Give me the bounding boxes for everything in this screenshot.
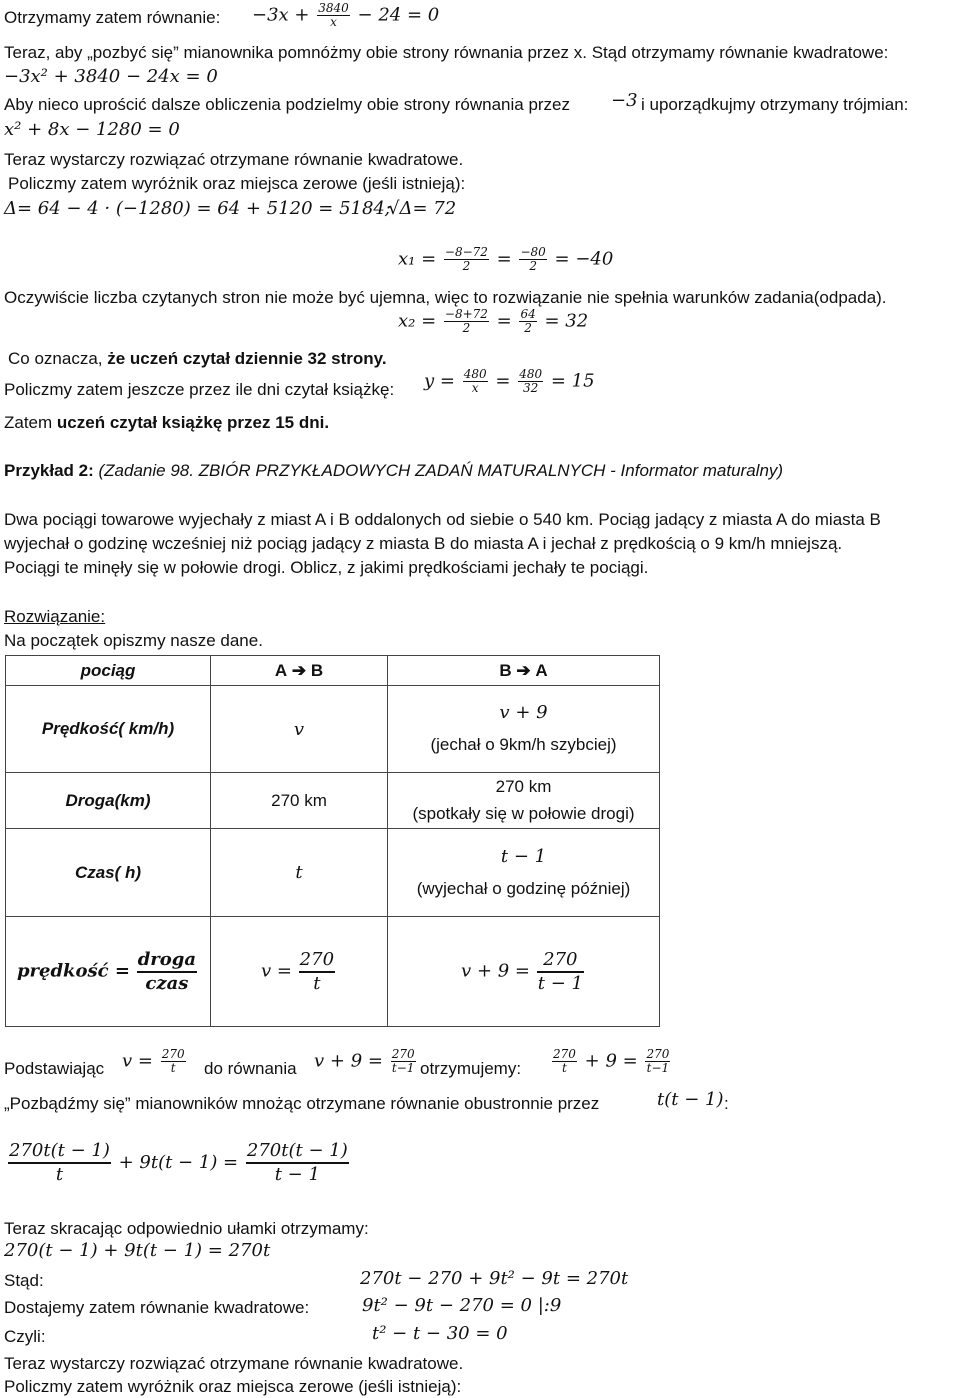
equation-hence: 270t − 270 + 9t² − 9t = 270t (360, 1268, 629, 1289)
header-cell-b-to-a: B ➔ A (388, 656, 660, 686)
paragraph-days: Policzmy zatem jeszcze przez ile dni czytał książkę: (4, 380, 395, 399)
table-header-row (6, 656, 660, 686)
fraction: $\frac{270}{t-1}$ (391, 1047, 415, 1075)
example-title: Przykład 2: (Zadanie 98. ZBIÓR PRZYKŁADOWYCH ZADAŃ MATURALNYCH - Informator maturalny) (4, 461, 784, 480)
fraction: $\frac{-8+72}{2}$ (444, 307, 488, 335)
cell-formula-definition: prędkość = $\frac{\text{droga}}{\text{czas}}$ (6, 917, 211, 1027)
line-equation-intro (4, 8, 220, 28)
fraction: $\frac{3840}{x}$ (318, 1, 349, 29)
table-row-speed (6, 686, 660, 773)
solution-intro: Na początek opiszmy nasze dane. (4, 631, 263, 650)
paragraph-negative: Oczywiście liczba czytanych stron nie może być ujemna, więc to rozwiązanie nie spełnia warunków zadania(odpada). (4, 288, 887, 307)
problem-line-2: wyjechał o godzinę wcześniej niż pociąg jadący z miasta B do miasta A i jechał z prędkością o 9 km/h mniejszą. (4, 534, 843, 553)
fraction: $\frac{270}{t-1}$ (646, 1047, 670, 1075)
row-label: Droga(km) (6, 773, 211, 829)
cell-formula-ab: v = $\frac{270}{t}$ (211, 917, 388, 1027)
paragraph-conclusion: Zatem uczeń czytał książkę przez 15 dni. (4, 413, 330, 432)
equation-delta: Δ= 64 − 4 · (−1280) = 64 + 5120 = 5184; (4, 198, 391, 219)
intro-text: Otrzymamy zatem równanie: (4, 8, 221, 27)
paragraph-pages-per-day: Co oznacza, że uczeń czytał dziennie 32 strony. (8, 349, 387, 368)
equation-2: −3x² + 3840 − 24x = 0 (4, 66, 218, 87)
fraction: $\frac{270}{t - 1}$ (537, 948, 583, 994)
paragraph-divide-tail: i uporządkujmy otrzymany trójmian: (641, 95, 909, 114)
substitution-text-1: Podstawiając (4, 1059, 105, 1078)
fraction: $\frac{-80}{2}$ (520, 245, 546, 273)
fraction: $\frac{270t(t - 1)}{t - 1}$ (246, 1140, 348, 1185)
label-quadratic: Dostajemy zatem równanie kwadratowe: (4, 1298, 310, 1317)
arrow-right-icon: ➔ (516, 660, 531, 680)
paragraph-divide: Aby nieco uprościć dalsze obliczenia podzielmy obie strony równania przez (4, 95, 571, 114)
cell-time-ab: t (211, 829, 388, 917)
equation-sqrt-delta: √Δ= 72 (388, 198, 457, 219)
cell-speed-ab: v (211, 686, 388, 773)
paragraph-simplify: Teraz skracając odpowiednio ułamki otrzymamy: (4, 1219, 369, 1238)
paragraph-multiply: Teraz, aby „pozbyć się” mianownika pomnóżmy obie strony równania przez x. Stąd otrzymamy równanie kwadratowe: (4, 43, 889, 62)
cell-distance-ba: 270 km (spotkały się w połowie drogi) (388, 773, 660, 829)
label-thus: Czyli: (4, 1327, 46, 1346)
fraction: $\frac{64}{2}$ (520, 307, 536, 335)
equation-quadratic: 9t² − 9t − 270 = 0 |:9 (362, 1295, 562, 1316)
equation-x1: x₁ = $\frac{-8-72}{2}$ = $\frac{-80}{2}$ = −40 (398, 245, 614, 273)
equation-sub-a: v = $\frac{270}{t}$ (122, 1047, 185, 1075)
cell-formula-ba: v + 9 = $\frac{270}{t - 1}$ (388, 917, 660, 1027)
equation-multiplied: $\frac{270t(t - 1)}{t}$ + 9t(t − 1) = $\frac{270t(t - 1)}{t - 1}$ (9, 1140, 348, 1185)
paragraph-solve: Teraz wystarczy rozwiązać otrzymane równanie kwadratowe. (4, 150, 464, 169)
fraction: $\frac{270}{t}$ (299, 948, 335, 994)
row-label: Prędkość( km/h) (6, 686, 211, 773)
fraction: $\frac{\text{droga}}{\text{czas}}$ (137, 948, 197, 994)
paragraph-delta: Policzmy zatem wyróżnik oraz miejsca zerowe (jeśli istnieją): (8, 174, 466, 193)
header-cell-train: pociąg (6, 656, 211, 686)
problem-line-1: Dwa pociągi towarowe wyjechały z miast A i B oddalonych od siebie o 540 km. Pociąg jadący z miasta A do miasta B (4, 510, 881, 529)
equation-x2: x₂ = $\frac{-8+72}{2}$ = $\frac{64}{2}$ = 32 (398, 307, 589, 335)
label-hence: Stąd: (4, 1271, 44, 1290)
table-row-distance (6, 773, 660, 829)
fraction: $\frac{270t(t - 1)}{t}$ (9, 1140, 110, 1185)
equation-thus: t² − t − 30 = 0 (372, 1323, 508, 1344)
data-table (5, 655, 660, 1027)
equation-1: −3x + $\frac{3840}{x}$ − 24 = 0 (252, 1, 440, 29)
table-row-time (6, 829, 660, 917)
fraction: $\frac{-8-72}{2}$ (444, 245, 488, 273)
colon: : (724, 1094, 729, 1113)
table-row-formula (6, 917, 660, 1027)
solution-heading: Rozwiązanie: (4, 607, 106, 626)
equation-y: y = $\frac{480}{x}$ = $\frac{480}{32}$ = 15 (424, 367, 595, 395)
cell-time-ba: t − 1 (wyjechał o godzinę później) (388, 829, 660, 917)
substitution-text-3: otrzymujemy: (420, 1059, 522, 1078)
divisor-math: −3 (611, 90, 638, 111)
paragraph-remove-denominators: „Pozbądźmy się” mianowników mnożąc otrzymane równanie obustronnie przez (4, 1094, 600, 1113)
paragraph-delta-2: Policzmy zatem wyróżnik oraz miejsca zerowe (jeśli istnieją): (4, 1377, 462, 1396)
cell-speed-ba: v + 9 (jechał o 9km/h szybciej) (388, 686, 660, 773)
fraction: $\frac{480}{x}$ (463, 367, 487, 395)
fraction: $\frac{270}{t}$ (553, 1047, 576, 1075)
equation-multiplier: t(t − 1) (657, 1089, 724, 1110)
cell-distance-ab: 270 km (211, 773, 388, 829)
equation-simplified: 270(t − 1) + 9t(t − 1) = 270t (4, 1240, 271, 1261)
row-label: Czas( h) (6, 829, 211, 917)
paragraph-solve-2: Teraz wystarczy rozwiązać otrzymane równanie kwadratowe. (4, 1354, 464, 1373)
equation-3: x² + 8x − 1280 = 0 (4, 119, 180, 140)
problem-line-3: Pociągi te minęły się w połowie drogi. Oblicz, z jakimi prędkościami jechały te pociągi. (4, 558, 649, 577)
equation-sub-c: $\frac{270}{t}$ + 9 = $\frac{270}{t-1}$ (553, 1047, 670, 1075)
equation-sub-b: v + 9 = $\frac{270}{t-1}$ (314, 1047, 415, 1075)
header-cell-a-to-b: A ➔ B (211, 656, 388, 686)
fraction: $\frac{270}{t}$ (161, 1047, 185, 1075)
arrow-right-icon: ➔ (291, 660, 307, 680)
fraction: $\frac{480}{32}$ (519, 367, 543, 395)
substitution-text-2: do równania (204, 1059, 297, 1078)
